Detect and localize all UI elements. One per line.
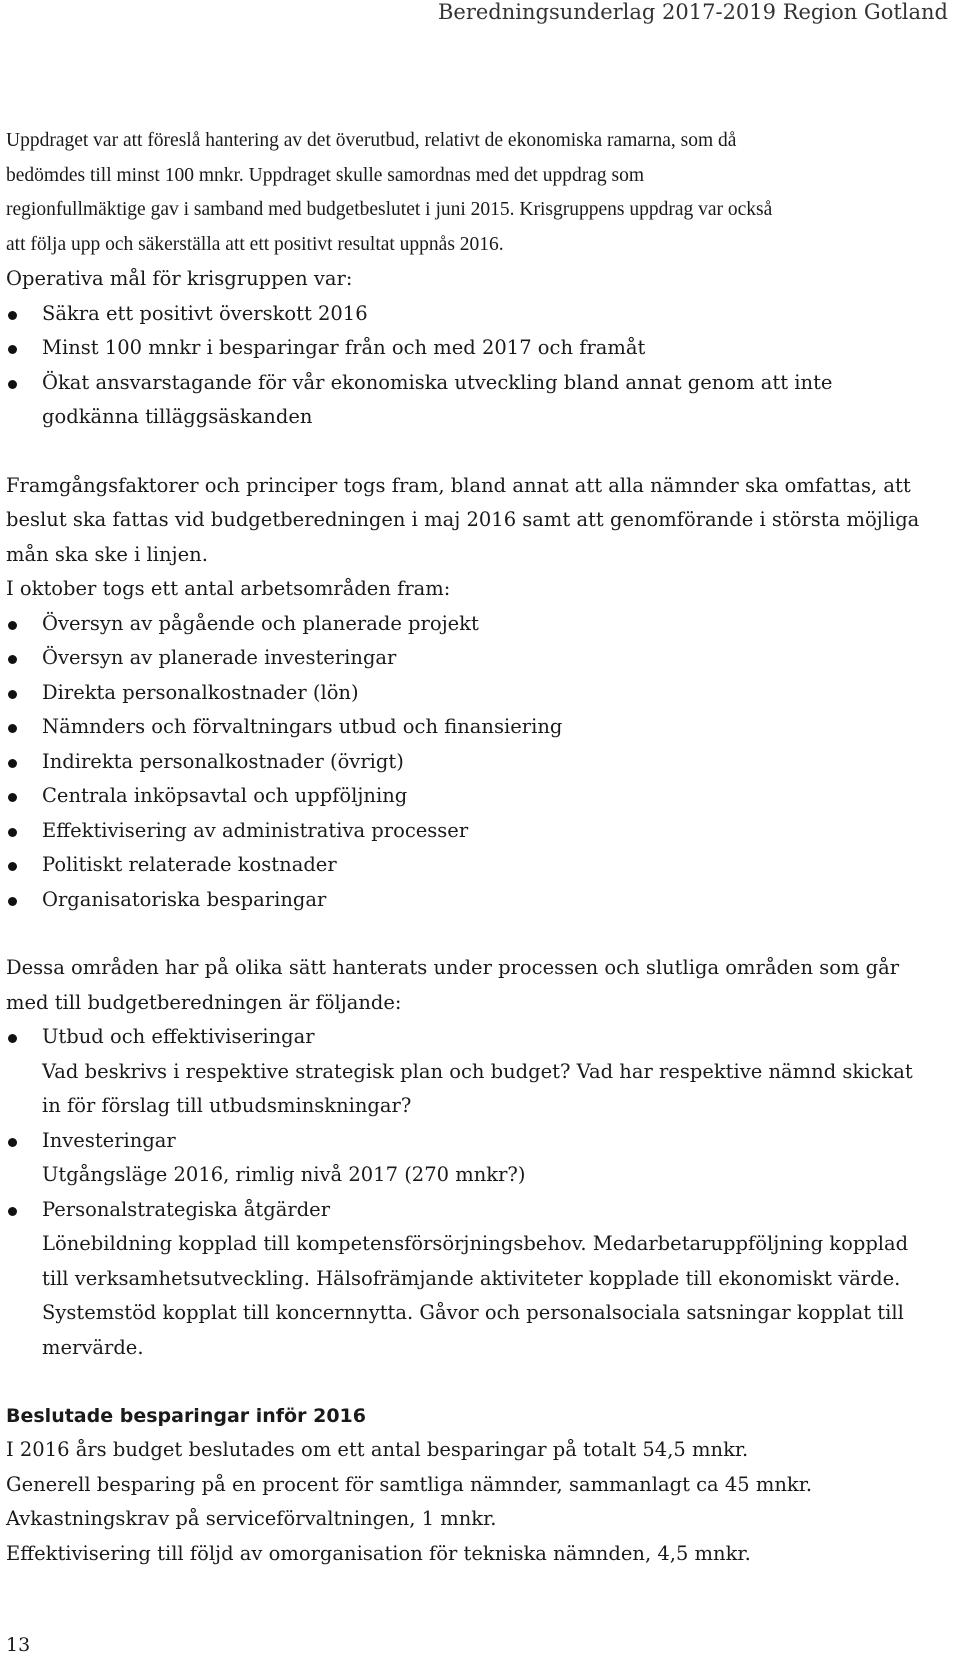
bullet-icon <box>8 345 17 354</box>
list-item <box>6 710 926 745</box>
list-item <box>6 848 926 883</box>
list-item <box>6 1124 926 1159</box>
savings-line: Generell besparing på en procent för samtliga nämnder, sammanlagt ca 45 mnkr. <box>6 1472 813 1496</box>
final-lead: Dessa områden har på olika sätt hanterats under processen och slutliga områden som går med till budgetberedningen är följande: <box>6 956 900 1014</box>
factors-paragraph: Framgångsfaktorer och principer togs fram, bland annat att alla nämnder ska omfattas, att beslut ska fattas vid budgetberedningen i maj 2016 samt att genomförande i största möjliga mån ska ske i linjen. <box>6 473 920 566</box>
goals-lead: Operativa mål för krisgruppen var: <box>6 267 353 290</box>
list-item-title: Personalstrategiska åtgärder <box>42 1197 331 1221</box>
list-item <box>6 641 926 676</box>
intro-line-3: regionfullmäktige gav i samband med budgetbeslutet i juni 2015. Krisgruppens uppdrag var också <box>6 199 773 220</box>
bullet-icon <box>8 759 17 768</box>
bullet-icon <box>8 1207 17 1216</box>
bullet-icon <box>8 724 17 733</box>
final-list <box>6 1124 926 1159</box>
savings-line: I 2016 års budget beslutades om ett antal besparingar på totalt 54,5 mnkr. <box>6 1438 749 1461</box>
list-item-text: Indirekta personalkostnader (övrigt) <box>42 749 404 773</box>
list-item <box>6 779 926 814</box>
bullet-icon <box>8 793 17 802</box>
bullet-icon <box>8 1034 17 1043</box>
list-item <box>6 814 926 849</box>
bullet-icon <box>8 311 17 320</box>
list-item-text: Ökat ansvarstagande för vår ekonomiska utveckling bland annat genom att inte godkänna tilläggsäskanden <box>42 370 833 428</box>
list-item-text: Organisatoriska besparingar <box>42 887 327 911</box>
intro-line-1: Uppdraget var att föreslå hantering av det överutbud, relativt de ekonomiska ramarna, som då <box>6 130 737 151</box>
savings-line: Effektivisering till följd av omorganisation för tekniska nämnden, 4,5 mnkr. <box>6 1541 751 1565</box>
list-item-description: Lönebildning kopplad till kompetensförsörjningsbehov. Medarbetaruppföljning kopplad till verksamhetsutveckling. Hälsofrämjande aktiviteter kopplade till ekonomiskt värde. Systemstöd kopplat till koncernnytta. Gåvor och personalsociala satsningar kopplat till mervärde. <box>42 1232 909 1359</box>
list-item <box>6 607 926 642</box>
list-item-title: Utbud och effektiviseringar <box>42 1025 315 1048</box>
list-item-text: Säkra ett positivt överskott 2016 <box>42 301 368 325</box>
list-item <box>6 1193 926 1228</box>
list-item-description: Vad beskrivs i respektive strategisk plan och budget? Vad har respektive nämnd skickat in för förslag till utbudsminskningar? <box>42 1059 913 1117</box>
savings-line: Avkastningskrav på serviceförvaltningen, 1 mnkr. <box>6 1507 497 1530</box>
list-item-title: Investeringar <box>42 1128 176 1152</box>
list-item <box>6 331 926 366</box>
bullet-icon <box>8 380 17 389</box>
intro-line-2: bedömdes till minst 100 mnkr. Uppdraget skulle samordnas med det uppdrag som <box>6 164 644 186</box>
list-item-text: Översyn av planerade investeringar <box>42 646 397 669</box>
goals-list <box>6 297 926 435</box>
list-item <box>6 676 926 711</box>
bullet-icon <box>8 1138 17 1147</box>
list-item-description: Utgångsläge 2016, rimlig nivå 2017 (270 mnkr?) <box>42 1163 526 1186</box>
running-header: Beredningsunderlag 2017-2019 Region Gotland <box>437 0 948 24</box>
list-item-text: Effektivisering av administrativa processer <box>42 818 469 842</box>
list-item-text: Politiskt relaterade kostnader <box>42 853 337 876</box>
list-item <box>6 366 926 435</box>
final-list <box>6 1193 926 1228</box>
list-item <box>6 297 926 332</box>
list-item-text: Direkta personalkostnader (lön) <box>42 680 359 704</box>
bullet-icon <box>8 862 17 871</box>
areas-list <box>6 607 926 918</box>
list-item <box>6 1020 926 1055</box>
page-number: 13 <box>6 1634 31 1656</box>
list-item <box>6 883 926 918</box>
section-heading: Beslutade besparingar inför 2016 <box>6 1405 366 1427</box>
list-item <box>6 745 926 780</box>
list-item-text: Nämnders och förvaltningars utbud och finansiering <box>42 715 563 738</box>
list-item-text: Minst 100 mnkr i besparingar från och med 2017 och framåt <box>42 336 646 359</box>
bullet-icon <box>8 655 17 664</box>
document-body <box>6 124 926 1571</box>
bullet-icon <box>8 897 17 906</box>
intro-line-4: att följa upp och säkerställa att ett positivt resultat uppnås 2016. <box>6 233 504 255</box>
list-item-text: Översyn av pågående och planerade projekt <box>42 611 479 635</box>
final-list <box>6 1020 926 1055</box>
bullet-icon <box>8 621 17 630</box>
bullet-icon <box>8 690 17 699</box>
bullet-icon <box>8 828 17 837</box>
list-item-text: Centrala inköpsavtal och uppföljning <box>42 784 408 807</box>
areas-lead: I oktober togs ett antal arbetsområden fram: <box>6 577 451 600</box>
